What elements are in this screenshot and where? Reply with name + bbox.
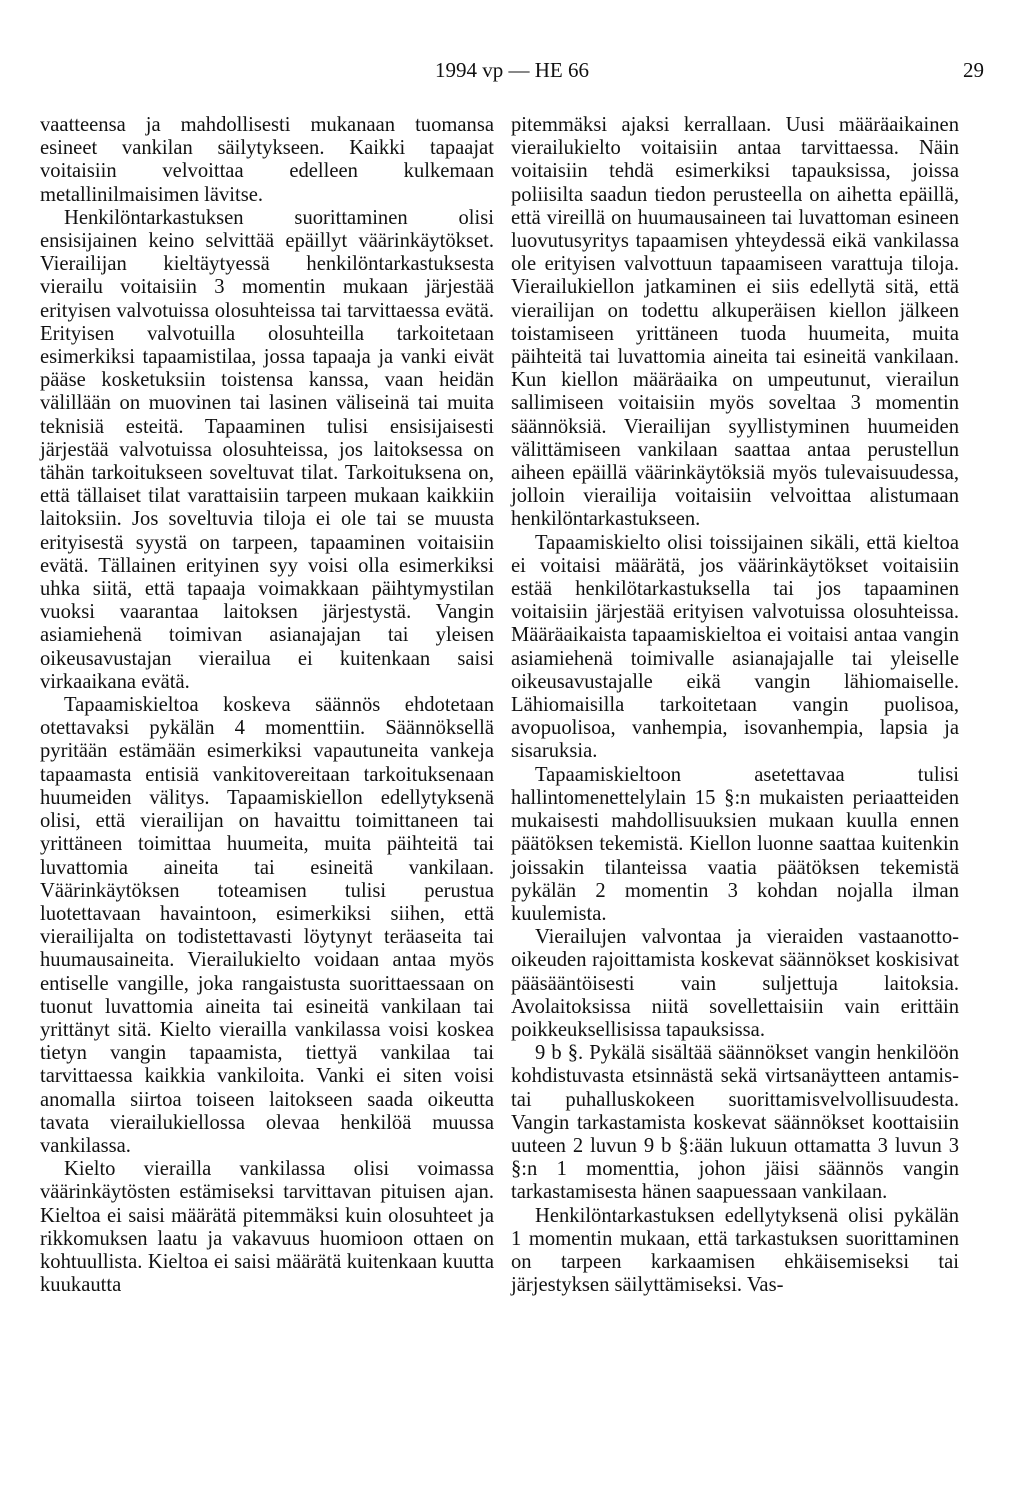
paragraph: Tapaamiskieltoon asetettavaa tulisi hallintomenettelylain 15 §:n mukaisten periaatteiden mukaisesti mahdollisuuksien mukaan kuulla ennen päätöksen tekemistä. Kiellon luonne saattaa kuitenkin joissakin tilanteissa vaatia päätöksen tekemistä pykälän 2 momentin 3 kohdan nojalla ilman kuulemista. (511, 763, 959, 925)
paragraph: Tapaamiskieltoa koskeva säännös ehdotetaan otettavaksi pykälän 4 momenttiin. Säännöksellä pyritään estämään esimerkiksi vapautuneita vankeja tapaamasta entisiä vankitovereitaan tarkoituksenaan huumeiden välitys. Tapaamiskiellon edellytyksenä olisi, että vierailijan on havaittu toimittaneen tai yrittäneen toimittaa huumeita, muita päihteitä tai luvattomia aineita tai esineitä vankilaan. Väärinkäytöksen toteamisen tulisi perustua luotettavaan havaintoon, esimerkiksi siihen, että vierailijalta on todistettavasti löytynyt teräaseita tai huumausaineita. Vierailukielto voidaan antaa myös entiselle vangille, joka rangaistusta suorittaessaan on tuonut luvattomia aineita tai esineitä vankilaan tai yrittänyt sitä. Kielto vierailla vankilassa voisi koskea tietyn vangin tapaamista, tiettyä vankilaa tai tarvittaessa kaikkia vankiloita. Vanki ei siten voisi anomalla siirtoa toiseen laitokseen saada oikeutta tavata vierailukiellossa olevaa henkilöä muussa vankilassa. (40, 694, 494, 1157)
paragraph: Tapaamiskielto olisi toissijainen sikäli, että kieltoa ei voitaisi määrätä, jos väärinkäytökset voitaisiin estää henkilötarkastuksella tai jos tapaaminen voitaisiin järjestää erityisen valvotuissa olosuhteissa. Määräaikaista tapaamiskieltoa ei voitaisi antaa vangin asiamiehenä toimivalle asianajajalle tai yleiselle oikeusavustajalle eikä vangin lähiomaiselle. Lähiomaisilla tarkoitetaan vangin puolisoa, avopuolisoa, vanhempia, isovanhempia, lapsia ja sisaruksia. (511, 531, 959, 763)
paragraph: Henkilöntarkastuksen edellytyksenä olisi pykälän 1 momentin mukaan, että tarkastuksen suorittaminen on tarpeen karkaamisen ehkäisemiseksi tai järjestyksen säilyttämiseksi. Vas- (511, 1204, 959, 1297)
paragraph: pitemmäksi ajaksi kerrallaan. Uusi määräaikainen vierailukielto voitaisiin antaa tarvittaessa. Näin voitaisiin tehdä esimerkiksi tapauksissa, joissa poliisilta saadun tiedon perusteella on aihetta epäillä, että vireillä on huumausaineen tai luvattoman esineen luovutusyritys tapaamisen yhteydessä eikä vankilassa ole erityisen valvottuun tapaamiseen varattuja tiloja. Vierailukiellon jatkaminen ei siis edellytä sitä, että vierailijan on todettu alkuperäisen kiellon jälkeen toistamiseen yrittäneen tuoda huumeita, muita päihteitä tai luvattomia aineita tai esineitä vankilaan. Kun kiellon määräaika on umpeutunut, vierailun sallimiseen voitaisiin myös soveltaa 3 momentin säännöksiä. Vierailijan syyllistyminen huumeiden välittämiseen vankilaan saattaa antaa perustellun aiheen epäillä väärinkäytöksiä myös tulevaisuudessa, jolloin vierailija voitaisiin velvoittaa alistumaan henkilöntarkastukseen. (511, 114, 959, 531)
paragraph: vaatteensa ja mahdollisesti mukanaan tuomansa esineet vankilan säilytykseen. Kaikki tapaajat voitaisiin velvoittaa edelleen kulkemaan metallinilmaisimen lävitse. (40, 114, 494, 206)
paragraph: 9 b §. Pykälä sisältää säännökset vangin henkilöön kohdistuvasta etsinnästä sekä virtsanäytteen antamis- tai puhalluskokeen suorittamisvelvollisuudesta. Vangin tarkastamista koskevat säännökset koottaisiin uuteen 2 luvun 9 b §:ään lukuun ottamatta 3 luvun 3 §:n 1 momenttia, johon jäisi säännös vangin tarkastamisesta hänen saapuessaan vankilaan. (511, 1042, 959, 1204)
right-column (511, 114, 959, 1297)
running-title: 1994 vp — HE 66 (435, 58, 589, 82)
page-header (40, 58, 984, 88)
paragraph: Kielto vierailla vankilassa olisi voimassa väärinkäytösten estämiseksi tarvittavan pituisen ajan. Kieltoa ei saisi määrätä pitemmäksi kuin olosuhteet ja rikkomuksen laatu ja vakavuus huomioon ottaen on kohtuullista. Kieltoa ei saisi määrätä kuitenkaan kuutta kuukautta (40, 1158, 494, 1297)
paragraph: Vierailujen valvontaa ja vieraiden vastaanotto-oikeuden rajoittamista koskevat säännökset koskisivat pääsääntöisesti vain suljettuja laitoksia. Avolaitoksissa niitä sovellettaisiin vain erittäin poikkeuksellisissa tapauksissa. (511, 926, 959, 1041)
page-number: 29 (963, 58, 984, 82)
left-column (40, 114, 494, 1297)
paragraph: Henkilöntarkastuksen suorittaminen olisi ensisijainen keino selvittää epäillyt väärinkäytökset. Vierailijan kieltäytyessä henkilöntarkastuksesta vierailu voitaisiin 3 momentin mukaan järjestää erityisen valvotuissa olosuhteissa tai tarvittaessa evätä. Erityisen valvotuilla olosuhteilla tarkoitetaan esimerkiksi tapaamistilaa, jossa tapaaja ja vanki eivät pääse kosketuksiin toistensa kanssa, vaan heidän välillään on muovinen tai lasinen väliseinä tai muita teknisiä esteitä. Tapaaminen tulisi ensisijaisesti järjestää valvotuissa olosuhteissa, jos laitoksessa on tähän tarkoitukseen soveltuvat tilat. Tarkoituksena on, että tällaiset tilat varattaisiin tarpeen mukaan kaikkiin laitoksiin. Jos soveltuvia tiloja ei ole tai se muusta erityisestä syystä on tarpeen, tapaaminen voitaisiin evätä. Tällainen erityinen syy voisi olla esimerkiksi uhka siitä, että tapaaja voimakkaan päihtymystilan vuoksi vaarantaa laitoksen järjestystä. Vangin asiamiehenä toimivan asianajajan tai yleisen oikeusavustajan vierailua ei kuitenkaan saisi virkaaikana evätä. (40, 206, 494, 693)
